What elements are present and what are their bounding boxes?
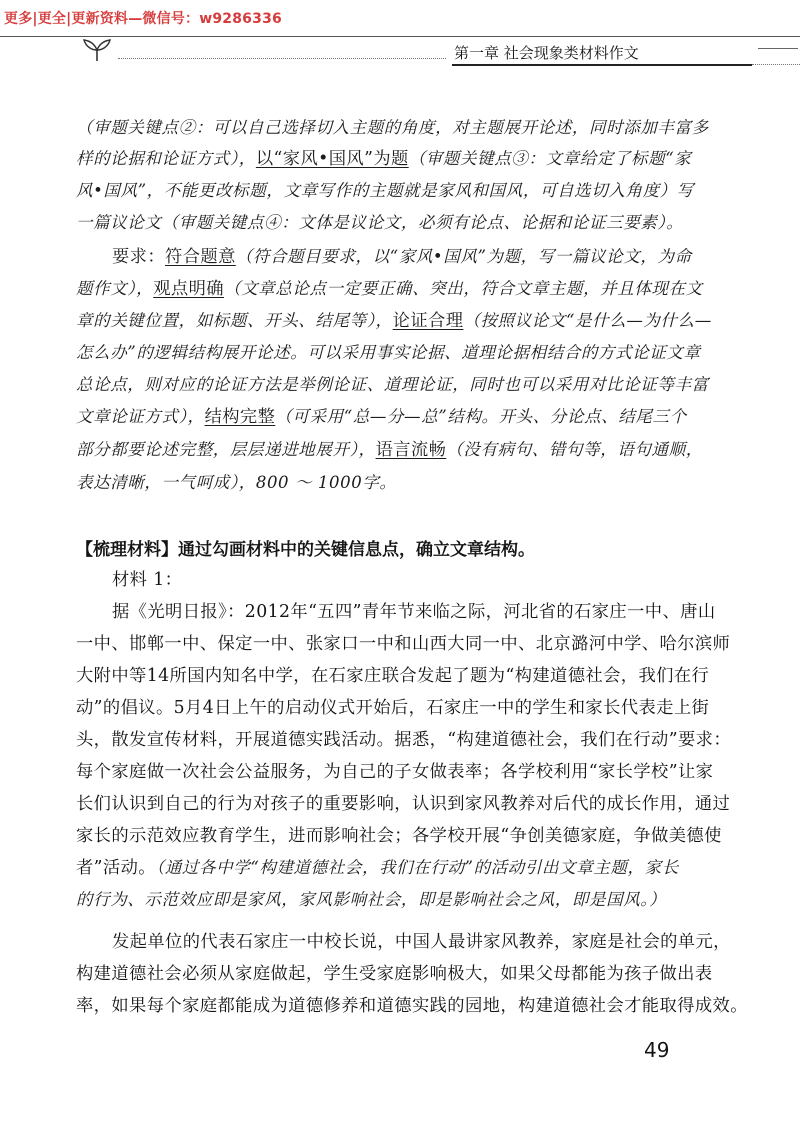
chapter-header	[452, 38, 800, 64]
sprout-icon	[80, 38, 114, 62]
material-line8: 家长的示范效应教育学生，进而影响社会；各学校开展“争创美德家庭，争做美德使	[76, 826, 722, 846]
para1-line3: 风•国风”，不能更改标题，文章写作的主题就是家风和国风，可自选切入角度）写	[76, 181, 694, 200]
material-label: 材料 1：	[112, 570, 183, 590]
req-line5: 总论点，则对应的论证方法是举例论证、道理论证，同时也可以采用对比论证等丰富	[76, 375, 709, 394]
req-line2-a: 题作文），	[76, 279, 154, 298]
material-note: （通过各中学“构建道德社会，我们在行动”的活动引出文章主题，家长	[155, 858, 679, 877]
para1-line2-a: 样的论据和论证方式），	[76, 149, 256, 168]
closing-line1: 发起单位的代表石家庄一中校长说，中国人最讲家风教养，家庭是社会的单元，	[112, 932, 731, 952]
req-fluency: 语言流畅	[375, 440, 447, 460]
para1-line2-c: （审题关键点③：文章给定了标题“家	[408, 149, 692, 168]
req-line7	[76, 436, 703, 464]
req-label: 要求：	[112, 247, 166, 267]
material-line10: 的行为、示范效应即是家风，家风影响社会，即是影响社会之风，即是国风。）	[76, 890, 667, 909]
req-line2	[76, 275, 703, 303]
material-line6: 每个家庭做一次社会公益服务，为自己的子女做表率；各学校利用“家长学校”让家	[76, 762, 714, 782]
material-line4: 动”的倡议。5月4日上午的启动仪式开始后，石家庄一中的学生和家长代表走上街	[76, 698, 710, 718]
watermark-contact: 更多|更全|更新资料—微信号：w9286336	[4, 11, 282, 27]
material-line2: 一中、邯郸一中、保定一中、张家口一中和山西大同一中、北京潞河中学、哈尔滨师	[76, 634, 731, 654]
req-line7-c: （没有病句、错句等，语句通顺，	[446, 440, 703, 459]
para1-line4: 一篇议论文（审题关键点④：文体是议论文，必须有论点、论据和论证三要素）。	[76, 213, 684, 232]
req-line3	[76, 307, 712, 335]
req-line4: 怎么办”的逻辑结构展开论述。可以采用事实论据、道理论据相结合的方式论证文章	[76, 343, 701, 362]
req-line8: 表达清晰，一气呵成），800 ～ 1000字。	[76, 473, 397, 492]
material-line7: 长们认识到自己的行为对孩子的重要影响，认识到家风教养对后代的成长作用，通过	[76, 794, 731, 814]
chapter-dotted-rule	[752, 64, 800, 65]
req-fit-topic: 符合题意	[165, 247, 236, 267]
chapter-underline	[452, 64, 752, 66]
closing-line2: 构建道德社会必须从家庭做起，学生受家庭影响极大，如果父母都能为孩子做出表	[76, 964, 713, 984]
top-rule	[0, 36, 800, 37]
req-line7-a: 部分都要论述完整，层层递进地展开），	[76, 440, 376, 459]
req-line6-a: 文章论证方式），	[76, 407, 205, 426]
req-line2-c: （文章总论点一定要正确、突出，符合文章主题，并且体现在文	[223, 279, 703, 298]
req-reasoning: 论证合理	[392, 311, 464, 331]
section-text: 通过勾画材料中的关键信息点，确立文章结构。	[178, 540, 535, 560]
title-given: 以“家风•国风”为题	[255, 149, 409, 169]
page-number: 49	[644, 1038, 670, 1062]
req-structure: 结构完整	[204, 407, 276, 427]
material-line1: 据《光明日报》：2012年“五四”青年节来临之际，河北省的石家庄一中、唐山	[112, 602, 716, 622]
req-line3-c: （按照议论文“是什么—为什么—	[463, 311, 712, 330]
header-dotted-rule	[118, 58, 446, 59]
chapter-side-rule	[758, 48, 798, 49]
section-tag: 【梳理材料】	[76, 540, 178, 560]
req-line1-c: （符合题目要求，以“家风•国风”为题，写一篇议论文，为命	[235, 247, 692, 266]
req-clear-view: 观点明确	[153, 279, 224, 299]
req-line3-a: 章的关键位置，如标题、开头、结尾等），	[76, 311, 393, 330]
req-line6-c: （可采用“总—分—总”结构。开头、分论点、结尾三个	[275, 407, 687, 426]
section-heading	[76, 536, 535, 564]
chapter-title: 第一章 社会现象类材料作文	[454, 44, 639, 62]
closing-line3: 率，如果每个家庭都能成为道德修养和道德实践的园地，构建道德社会才能取得成效。	[76, 996, 748, 1016]
material-line9-a: 者”活动。	[76, 858, 156, 878]
material-line3: 大附中等14所国内知名中学，在石家庄联合发起了题为“构建道德社会，我们在行	[76, 666, 710, 686]
para1-line2	[76, 145, 691, 173]
req-line6	[76, 403, 687, 431]
material-line9	[76, 854, 679, 882]
req-line1	[112, 243, 692, 271]
para1-line1: （审题关键点②：可以自己选择切入主题的角度，对主题展开论述，同时添加丰富多	[76, 118, 709, 137]
material-line5: 头，散发宣传材料，开展道德实践活动。据悉，“构建道德社会，我们在行动”要求：	[76, 730, 731, 750]
